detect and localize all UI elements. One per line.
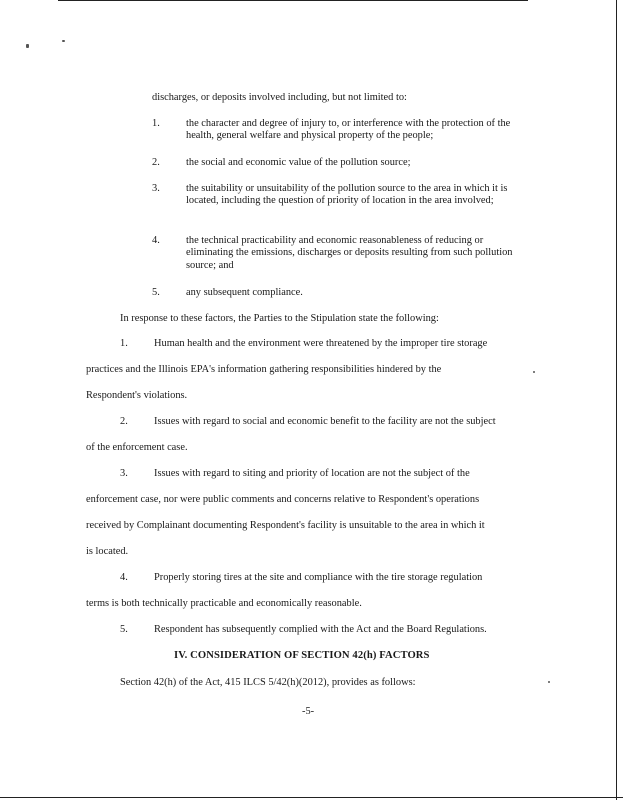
factor-text: the technical practicability and economic reasonableness of reducing or eliminating the emissions, discharges or deposits resulting from such pollution source; and [186, 235, 513, 271]
response-line: terms is both technically practicable and economically reasonable. [86, 598, 362, 609]
factor-text: the suitability or unsuitability of the pollution source to the area in which it is located, including the question of priority of location in the area involved; [186, 183, 508, 207]
scan-speck [548, 681, 550, 683]
response-line: Issues with regard to social and economic benefit to the facility are not the subject [154, 416, 496, 427]
response-number: 5. [120, 624, 128, 635]
response-line: is located. [86, 546, 129, 557]
factor-number: 4. [152, 235, 160, 246]
bottom-border-line [0, 797, 623, 798]
scan-speck [62, 40, 65, 42]
response-line: Properly storing tires at the site and compliance with the tire storage regulation [154, 572, 483, 583]
factor-number: 1. [152, 118, 160, 129]
response-line: Human health and the environment were threatened by the improper tire storage [154, 338, 488, 349]
response-line: practices and the Illinois EPA's information gathering responsibilities hindered by the [86, 364, 442, 375]
response-intro: In response to these factors, the Parties to the Stipulation state the following: [120, 313, 439, 324]
response-line: Respondent's violations. [86, 390, 188, 401]
section-heading: IV. CONSIDERATION OF SECTION 42(h) FACTORS [174, 650, 430, 661]
scan-speck [26, 44, 29, 48]
section-intro: Section 42(h) of the Act, 415 ILCS 5/42(h)(2012), provides as follows: [120, 677, 416, 688]
response-number: 2. [120, 416, 128, 427]
factor-text: any subsequent compliance. [186, 287, 303, 298]
factor-number: 2. [152, 157, 160, 168]
response-number: 1. [120, 338, 128, 349]
factor-number: 3. [152, 183, 160, 194]
response-line: Issues with regard to siting and priority of location are not the subject of the [154, 468, 470, 479]
top-border-line [58, 0, 528, 1]
intro-line: discharges, or deposits involved including, but not limited to: [152, 92, 407, 103]
factor-text: the character and degree of injury to, or interference with the protection of the health, general welfare and physical property of the people; [186, 118, 511, 142]
page-number: -5- [302, 706, 315, 717]
response-number: 4. [120, 572, 128, 583]
response-number: 3. [120, 468, 128, 479]
response-line: of the enforcement case. [86, 442, 188, 453]
response-line: enforcement case, nor were public comments and concerns relative to Respondent's operations [86, 494, 480, 505]
scan-speck [533, 371, 535, 373]
factor-text: the social and economic value of the pollution source; [186, 157, 411, 168]
factor-number: 5. [152, 287, 160, 298]
response-line: received by Complainant documenting Respondent's facility is unsuitable to the area in which it [86, 520, 485, 531]
right-border-line [616, 0, 617, 800]
response-line: Respondent has subsequently complied with the Act and the Board Regulations. [154, 624, 487, 635]
